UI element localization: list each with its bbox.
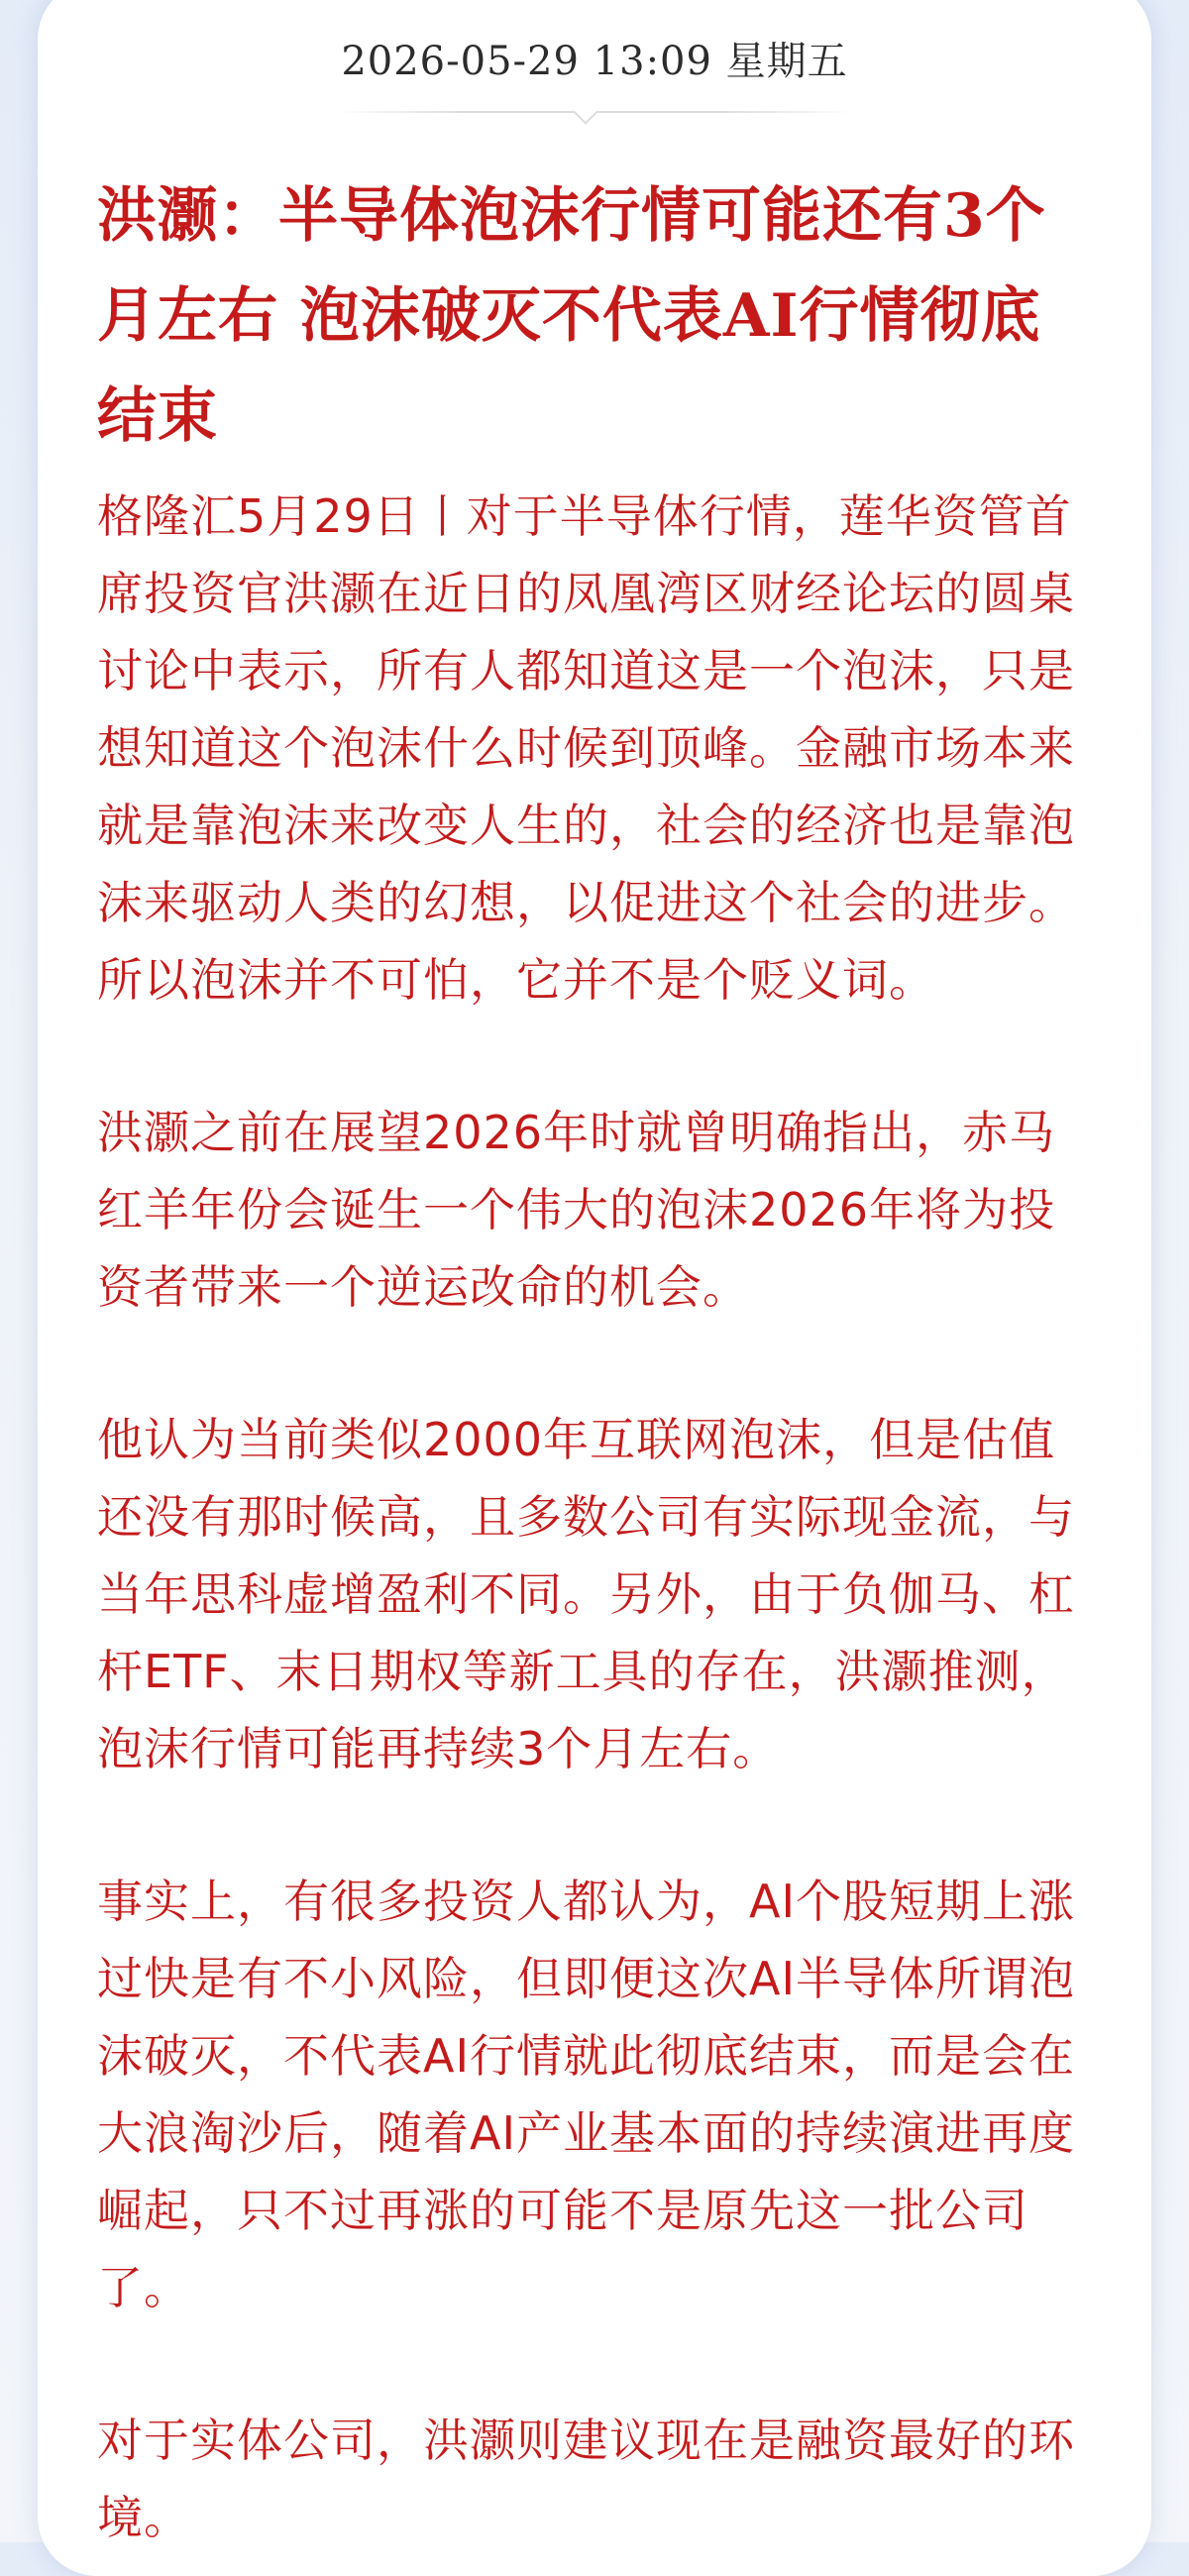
article-paragraph: 他认为当前类似2000年互联网泡沫，但是估值还没有那时候高，且多数公司有实际现金流，与当年思科虚增盈利不同。另外，由于负伽马、杠杆ETF、末日期权等新工具的存在，洪灏推测，泡沫行情可能再持续3个月左右。 xyxy=(97,1413,1075,1775)
article-paragraph: 格隆汇5月29日丨对于半导体行情，莲华资管首席投资官洪灏在近日的凤凰湾区财经论坛的圆桌讨论中表示，所有人都知道这是一个泡沫，只是想知道这个泡沫什么时候到顶峰。金融市场本来就是靠泡沫来改变人生的，社会的经济也是靠泡沫来驱动人类的幻想，以促进这个社会的进步。所以泡沫并不可怕，它并不是个贬义词。 xyxy=(97,489,1075,1007)
article-paragraph: 对于实体公司，洪灏则建议现在是融资最好的环境。 xyxy=(97,2414,1075,2544)
publish-datetime: 2026-05-29 13:09 星期五 xyxy=(341,39,848,84)
article-body xyxy=(97,478,1098,2556)
article-headline: 洪灏：半导体泡沫行情可能还有3个月左右 泡沫破灭不代表AI行情彻底结束 xyxy=(97,181,1046,451)
article-paragraph: 洪灏之前在展望2026年时就曾明确指出，赤马红羊年份会诞生一个伟大的泡沫2026年将为投资者带来一个逆运改命的机会。 xyxy=(97,1106,1056,1314)
article-paragraph: 事实上，有很多投资人都认为，AI个股短期上涨过快是有不小风险，但即便这次AI半导体所谓泡沫破灭，不代表AI行情就此彻底结束，而是会在大浪淘沙后，随着AI产业基本面的持续演进再度崛起，只不过再涨的可能不是原先这一批公司了。 xyxy=(97,1875,1076,2314)
